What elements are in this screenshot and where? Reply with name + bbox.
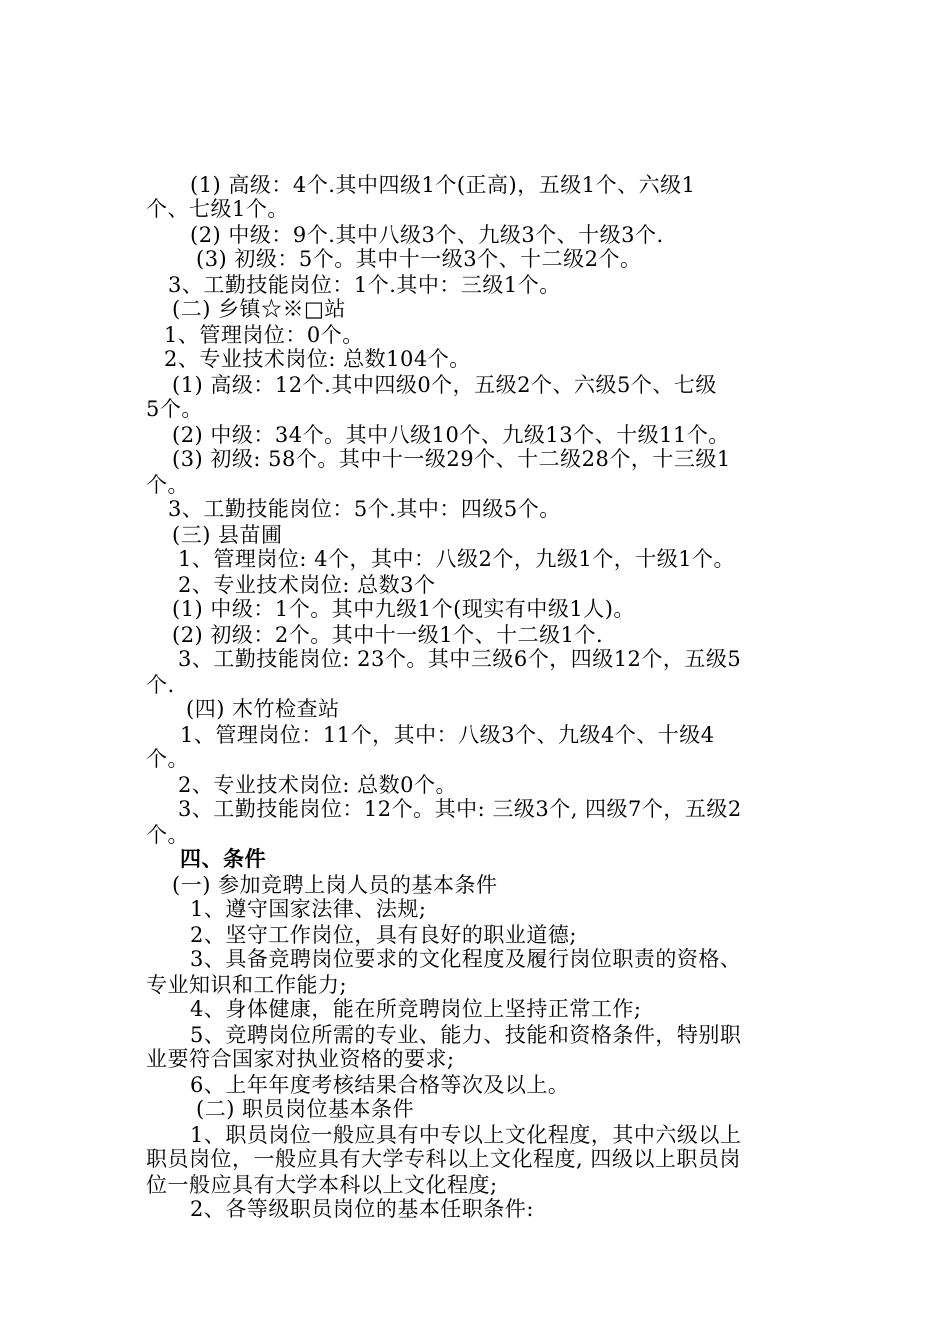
text-line: 3、工勤技能岗位：1个.其中：三级1个。 <box>168 273 561 297</box>
text-line: 2、各等级职员岗位的基本任职条件: <box>190 1197 534 1221</box>
text-line: 2、专业技术岗位: 总数104个。 <box>164 347 471 371</box>
text-line: 3、工勤技能岗位: 23个。其中三级6个，四级12个，五级5 <box>178 647 742 671</box>
text-line: 3、工勤技能岗位：5个.其中：四级5个。 <box>168 497 561 521</box>
text-line: 1、职员岗位一般应具有中专以上文化程度，其中六级以上 <box>190 1123 742 1147</box>
text-line: 1、遵守国家法律、法规; <box>190 897 427 921</box>
text-line: (1) 高级：4个.其中四级1个(正高)，五级1个、六级1 <box>190 173 696 197</box>
text-line: 2、坚守工作岗位，具有良好的职业道德; <box>190 923 577 947</box>
text-line: (3) 初级：5个。其中十一级3个、十二级2个。 <box>196 247 642 271</box>
text-line: 个、七级1个。 <box>146 197 289 221</box>
section-heading: (二) 乡镇☆※□站 <box>172 297 346 321</box>
text-line: (1) 高级：12个.其中四级0个，五级2个、六级5个、七级 <box>172 373 717 397</box>
section-heading: (二) 职员岗位基本条件 <box>196 1097 415 1121</box>
text-line: (2) 中级：34个。其中八级10个、九级13个、十级11个。 <box>172 423 730 447</box>
text-line: 职员岗位，一般应具有大学专科以上文化程度, 四级以上职员岗 <box>146 1147 741 1171</box>
text-line: (1) 中级：1个。其中九级1个(现实有中级1人)。 <box>172 597 635 621</box>
text-line: 业要符合国家对执业资格的要求; <box>146 1047 455 1071</box>
text-line: 1、管理岗位: 4个，其中：八级2个，九级1个，十级1个。 <box>178 547 736 571</box>
section-heading: (一) 参加竞聘上岗人员的基本条件 <box>172 873 498 897</box>
text-line: 3、具备竞聘岗位要求的文化程度及履行岗位职责的资格、 <box>190 947 742 971</box>
text-line: 位一般应具有大学本科以上文化程度; <box>146 1173 498 1197</box>
text-line: 6、上年年度考核结果合格等次及以上。 <box>190 1073 570 1097</box>
chapter-heading: 四、条件 <box>180 847 266 871</box>
text-line: 个. <box>146 673 175 697</box>
text-line: 2、专业技术岗位: 总数0个。 <box>178 773 457 797</box>
text-line: 个。 <box>146 823 189 847</box>
text-line: 5、竞聘岗位所需的专业、能力、技能和资格条件，特别职 <box>190 1023 742 1047</box>
text-line: 1、管理岗位：0个。 <box>164 323 364 347</box>
text-line: 5个。 <box>146 397 203 421</box>
text-line: 2、专业技术岗位: 总数3个 <box>178 573 436 597</box>
text-line: (3) 初级: 58个。其中十一级29个、十二级28个，十三级1 <box>172 447 731 471</box>
text-line: 专业知识和工作能力; <box>146 973 348 997</box>
text-line: 个。 <box>146 473 189 497</box>
text-line: (2) 中级：9个.其中八级3个、九级3个、十级3个. <box>190 223 664 247</box>
text-line: 个。 <box>146 747 189 771</box>
section-heading: (四) 木竹检查站 <box>186 697 340 721</box>
text-line: (2) 初级：2个。其中十一级1个、十二级1个. <box>172 623 604 647</box>
text-line: 4、身体健康，能在所竞聘岗位上坚持正常工作; <box>190 997 642 1021</box>
text-line: 3、工勤技能岗位：12个。其中: 三级3个, 四级7个，五级2 <box>178 797 742 821</box>
section-heading: (三) 县苗圃 <box>172 523 283 547</box>
text-line: 1、管理岗位：11个，其中：八级3个、九级4个、十级4 <box>180 723 715 747</box>
